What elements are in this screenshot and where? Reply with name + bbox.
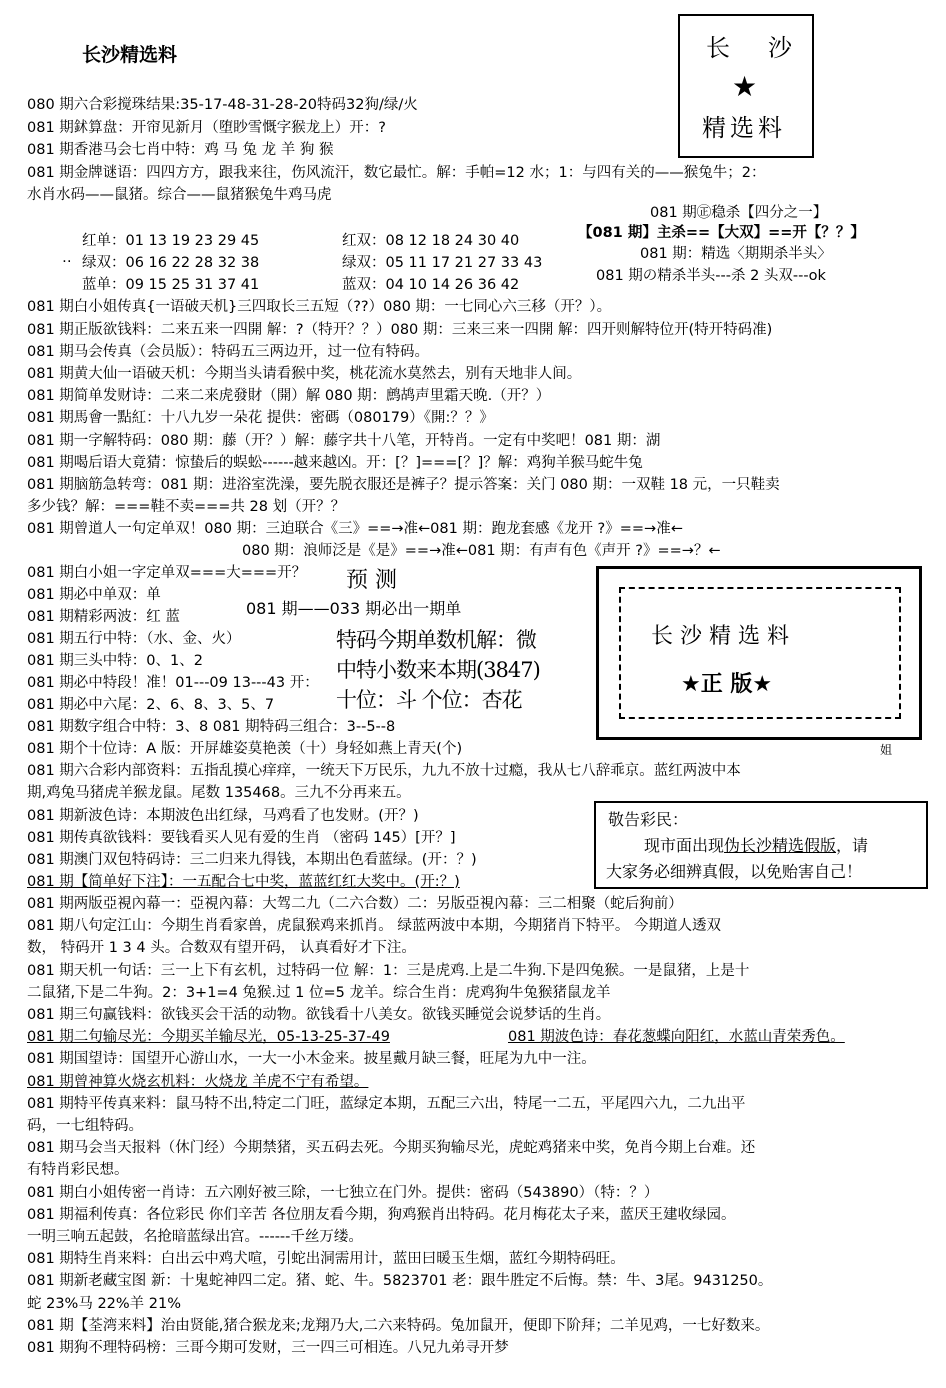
text-line: 081 期必中六尾：2、6、8、3、5、7	[27, 697, 275, 713]
text-line: 081 期特平传真来料：鼠马特不出,特定二门旺，蓝绿定本期，五配三六出，特尾一二五，平尾四六九，二九出平	[27, 1096, 746, 1112]
notice-part: 现市面出现	[644, 836, 725, 855]
text-line: 蛇 23%马 22%羊 21%	[27, 1296, 182, 1312]
kill-note: 【081 期】主杀==【大双】==开【？？】	[578, 225, 865, 241]
text-line: 081 期狗不理特码榜：三哥今期可发财，三一四三可相连。八兄九弟寻开梦	[27, 1340, 509, 1356]
text-line: 081 期喝后语大竟猜：惊蛰后的蜈蚣------越来越凶。开：[？]===[？]？解：鸡狗羊猴马蛇牛兔	[27, 455, 643, 471]
notice-line: 大家务必细辨真假，以免贻害自己！	[606, 862, 863, 881]
text-line: 数， 特码开 1 3 4 头。合数双有望开码， 认真看好才下注。	[27, 940, 416, 956]
text-line: 081 期八句定江山：今期生肖看家兽，虎鼠猴鸡来抓肖。 绿蓝两波中本期，今期猪肖下特平。 今期道人透双	[27, 918, 721, 934]
color-group: 蓝单：09 15 25 31 37 41	[82, 277, 260, 293]
text-line: 二鼠猪,下是二牛狗。2：3+1=4 兔猴.过 1 位=5 龙羊。综合生肖：虎鸡狗牛兔猴猪鼠龙羊	[27, 985, 611, 1001]
notice-box	[594, 801, 928, 889]
predict-heading: 预 测	[346, 568, 397, 593]
text-line: 081 期黄大仙一语破天机：今期当头请看猴中奖，桃花流水莫然去，别有天地非人间。	[27, 366, 582, 382]
text-line: 081 期金牌谜语：四四方方，跟我来往，伤风流汗，数它最忙。解：手帕=12 水；1：与四有关的——猴兔牛；2：	[27, 165, 766, 181]
text-line: 081 期新波色诗：本期波色出红绿，马鸡看了也发财。(开？)	[27, 808, 419, 824]
text-line: 081 期鉥算盘：开帘见新月（堕眇雪慨字猴龙上）开：?	[27, 120, 386, 136]
text-line: 081 期波色诗：春花葱蝶向阳红，水蓝山青荣秀色。	[508, 1029, 845, 1045]
notice-part: ，请	[836, 836, 869, 855]
logo-char-2: 沙	[768, 34, 792, 62]
brand-box-inner	[619, 587, 901, 719]
text-line: 期,鸡兔马猪虎羊猴龙鼠。尾数 135468。三九不分再来五。	[27, 785, 411, 801]
text-line: 081 期一字解特码：080 期：藤（开？）解：藤字共十八笔，开特肖。一定有中奖吧！081 期：湖	[27, 433, 661, 449]
color-group: 蓝双：04 10 14 26 36 42	[342, 277, 520, 293]
predict-line: 十位：斗 个位：杏花	[336, 688, 522, 712]
text-line: 081 期二句输尽光：今期买羊输尽光，05-13-25-37-49	[27, 1029, 390, 1045]
text-line: 081 期新老藏宝图 新：十鬼蛇神四二定。猪、蛇、牛。5823701 老：跟牛胜定不后悔。禁：牛、3尾。9431250。	[27, 1273, 773, 1289]
text-line: 081 期白小姐传密一肖诗：五六刚好被三除，一七独立在门外。提供：密码（543890）（特：？）	[27, 1185, 659, 1201]
predict-must: 081 期——033 期必出一期单	[246, 599, 462, 618]
kill-note: 081 期㊣稳杀【四分之一】	[650, 205, 828, 221]
brand-box	[596, 566, 922, 740]
predict-line: 中特小数来本期(3847)	[336, 658, 540, 682]
text-line: 081 期三句赢钱料：欲钱买会干活的动物。欲钱看十八美女。欲钱买睡觉会说梦话的生肖。	[27, 1007, 611, 1023]
brand-box-title: 长 沙 精 选 料	[651, 624, 789, 649]
logo-subtitle: 精选料	[702, 114, 786, 142]
page-title: 长沙精选料	[82, 44, 178, 66]
notice-head: 敬告彩民：	[608, 810, 689, 829]
text-line: 081 期马会当天报料（休门经）今期禁猪，买五码去死。今期买狗输尽光，虎蛇鸡猪来中奖，免肖今期上台难。还	[27, 1140, 756, 1156]
kill-note: 081 期：精选〈期期杀半头〉	[640, 246, 832, 262]
predict-line: 特码今期单数机解：微	[336, 628, 536, 652]
text-line: 081 期【荃湾来料】治由贤能,猪合猴龙来;龙翔乃大,二六来特码。兔加鼠开，便即下阶拜；二羊见鸡，一七好数来。	[27, 1318, 770, 1334]
notice-line	[644, 833, 868, 856]
color-group: 绿双：06 16 22 28 32 38	[82, 255, 260, 271]
notice-fake-edition: 伪长沙精选假版	[724, 836, 837, 855]
text-line: 081 期必中特段！准！01---09 13---43 开：	[27, 675, 319, 691]
text-line: 081 期马会传真（会员版）：特码五三两边开，过一位有特码。	[27, 344, 430, 360]
text-line: 081 期曾道人一句定单双！080 期：三迫联合《三》==→准←081 期：跑龙套感《龙开 ?》==→准←	[27, 521, 683, 537]
text-line: 080 期：浪师泛是《是》==→准←081 期：有声有色《声开 ?》==→？←	[242, 543, 721, 559]
text-line: 081 期两版亞視內幕一：亞視內幕：大驾二九（二六合数）二：另版亞視內幕：三二相聚（蛇后狗前）	[27, 896, 683, 912]
text-line: 水肖水码——鼠猪。综合——鼠猪猴兔牛鸡马虎	[27, 187, 332, 203]
text-line: 081 期脑筋急转弯：081 期：进浴室洗澡，要先脱衣服还是裤子？提示答案：关门 080 期：一双鞋 18 元，一只鞋卖	[27, 477, 780, 493]
text-line: 码，一七组特码。	[27, 1118, 143, 1134]
kill-note: 081 期の精杀半头---杀 2 头双---ok	[596, 268, 826, 284]
color-group: 绿双：05 11 17 21 27 33 43	[342, 255, 543, 271]
text-line: 有特肖彩民想。	[27, 1162, 129, 1178]
text-line: 一明三响五起鼓，名抢暗蓝绿出宫。------千丝万缕。	[27, 1229, 363, 1245]
text-line: 081 期数字组合中特：3、8 081 期特码三组合：3--5--8	[27, 719, 396, 735]
text-line: 多少钱？解：===鞋不卖===共 28 划（开？？	[27, 499, 346, 515]
text-line: 081 期澳门双包特码诗：三二归来九得钱，本期出色看蓝绿。(开：？)	[27, 852, 477, 868]
text-line: 081 期传真欲钱料：要钱看买人见有爱的生肖 （密码 145）[开？]	[27, 830, 456, 846]
text-line: 081 期正版欲钱料：二来五来一四開 解：?（特开？？）080 期：三来三来一四開 解：四开则解特位开(特开特码准)	[27, 322, 773, 338]
text-line: 080 期六合彩搅珠结果:35-17-48-31-28-20特码32狗/绿/火	[27, 97, 418, 113]
text-line: 081 期国望诗：国望开心游山水，一大一小木金来。披星戴月缺三餐，旺尾为九中一注。	[27, 1051, 596, 1067]
brand-box-sub: ★正 版★	[681, 672, 773, 697]
color-group: 红单：01 13 19 23 29 45	[82, 233, 260, 249]
text-line: 081 期五行中特：（水、金、火）	[27, 631, 241, 647]
text-line: 081 期曾神算火烧玄机料：火烧龙 羊虎不宁有希望。	[27, 1074, 369, 1090]
color-group: 红双：08 12 18 24 30 40	[342, 233, 520, 249]
text-line: 081 期福利传真：各位彩民 你们辛苦 各位朋友看今期，狗鸡猴肖出特码。花月梅花太子来，蓝厌王建收绿园。	[27, 1207, 736, 1223]
text-line: 081 期必中单双：单	[27, 587, 161, 603]
text-line: 081 期【简单好下注】：一五配合七中奖，蓝蓝红红大奖中。(开:？)	[27, 874, 460, 890]
text-line: 081 期三头中特：0、1、2	[27, 653, 203, 669]
text-line: 081 期特生肖来料：白出云中鸡犬喧，引蛇出洞需用计，蓝田曰暖玉生烟，蓝红今期特码旺。	[27, 1251, 625, 1267]
text-line: 081 期精彩两波：红 蓝	[27, 609, 180, 625]
text-line: 081 期六合彩内部资料：五指乱摸心痒痒，一统天下万民乐，九九不放十过瘾，我从七八辞乖京。蓝红两波中本	[27, 763, 741, 779]
text-line: 081 期白小姐传真{一语破天机}三四取长三五短（??）080 期：一七同心六三移（开？）。	[27, 299, 612, 315]
text-line: 081 期个十位诗：A 版：开屏雄姿莫艳羡（十）身轻如燕上青天(个)	[27, 741, 463, 757]
logo-char-1: 长	[706, 34, 730, 62]
text-line: 081 期馬會一點紅：十八九岁一朵花 提供：密碼（080179）《開:？？》	[27, 410, 494, 426]
text-line: 081 期香港马会七肖中特：鸡 马 兔 龙 羊 狗 猴	[27, 142, 334, 158]
corner-mark: 姐	[880, 743, 893, 757]
star-icon: ★	[732, 70, 758, 103]
text-line: 081 期简单发财诗：二来二来虎發財（開）解 080 期：鹧鸪声里霜天晚.（开？）	[27, 388, 551, 404]
text-line: 081 期天机一句话：三一上下有玄机，过特码一位 解：1：三是虎鸡.上是二牛狗.下是四兔猴。一是鼠猪，上是十	[27, 963, 750, 979]
logo-box	[678, 14, 814, 158]
mark: ‥	[62, 250, 72, 266]
text-line: 081 期白小姐一字定单双===大===开？	[27, 565, 307, 581]
